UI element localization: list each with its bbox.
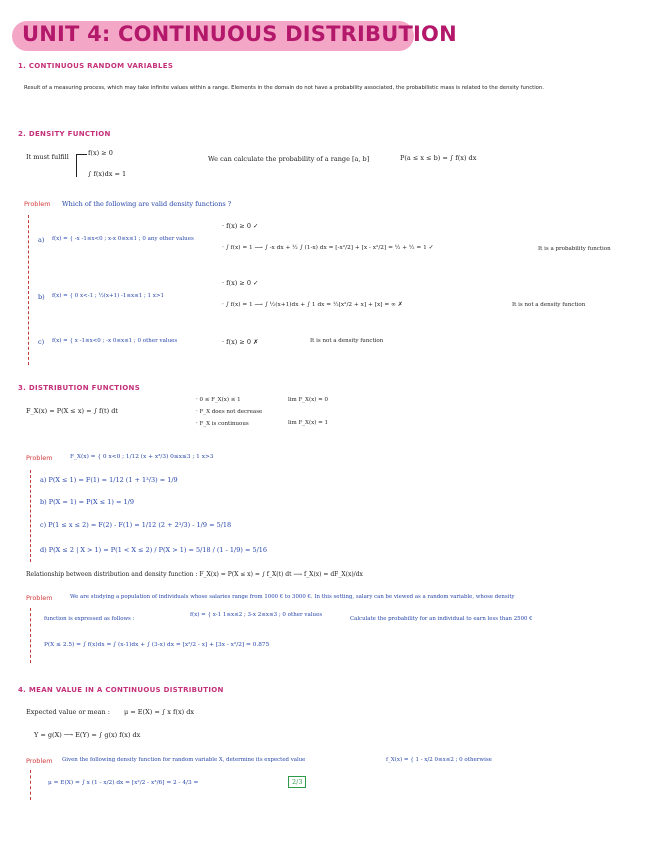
- page-title: UNIT 4: CONTINUOUS DISTRIBUTION: [22, 22, 457, 46]
- part-b: b) P(X = 1) = P(X ≤ 1) = 1/9: [40, 498, 134, 506]
- property-2: · F_X does not decrease: [196, 409, 263, 415]
- fulfill-bracket: [76, 154, 87, 177]
- problem-bracket: [28, 215, 29, 365]
- part-d: d) P(X ≤ 2 | X > 1) = P(1 < X ≤ 2) / P(X > 1) = 5/18 / (1 - 1/9) = 5/16: [40, 546, 268, 554]
- expected-value-formula: μ = E(X) = ∫ x f(x) dx: [124, 708, 195, 716]
- problem-2-function: f(x) = { x-1 1≤x≤2 ; 3-x 2≤x≤3 ; 0 other values: [190, 612, 323, 618]
- limit-2: lim F_X(x) = 1: [288, 420, 328, 426]
- part-c: c) P(1 ≤ x ≤ 2) = F(2) - F(1) = 1/12 (2 + 2³/3) - 1/9 = 5/18: [40, 521, 232, 529]
- option-b-label: b): [38, 293, 45, 301]
- problem-bracket: [30, 470, 31, 562]
- part-a: a) P(X ≤ 1) = F(1) = 1/12 (1 + 1³/3) = 1/9: [40, 476, 178, 484]
- density-condition-1: f(x) ≥ 0: [88, 149, 113, 157]
- option-a-function: f(x) = { -x -1≤x<0 ; x-x 0≤x≤1 ; 0 any other values: [52, 236, 194, 242]
- expected-value-label: Expected value or mean :: [26, 708, 110, 716]
- property-3: · F_X is continuous: [196, 421, 249, 427]
- limit-1: lim F_X(x) = 0: [288, 397, 328, 403]
- property-1: · 0 ≤ F_X(x) ≤ 1: [196, 397, 241, 403]
- option-c-function: f(x) = { x -1≤x<0 ; -x 0≤x≤1 ; 0 other values: [52, 338, 178, 344]
- problem-2-question: Calculate the probability for an individual to earn less than 2500 €: [350, 616, 533, 622]
- option-b-function: f(x) = { 0 x<-1 ; ½(x+1) -1≤x≤1 ; 1 x>1: [52, 293, 165, 299]
- density-condition-2: ∫ f(x)dx = 1: [88, 170, 127, 178]
- option-a-check-1: · f(x) ≥ 0 ✓: [222, 222, 259, 230]
- mean-calculation: μ = E(X) = ∫ x (1 - x/2) dx = [x²/2 - x³/6] = 2 - 4/3 =: [48, 780, 199, 786]
- option-b-check-1: · f(x) ≥ 0 ✓: [222, 279, 259, 287]
- relationship-formula: Relationship between distribution and density function : F_X(x) = P(X ≤ x) = ∫ f_X(t) dt ⟶ f_X(x) = dF_X(x)/dx: [26, 571, 363, 578]
- problem-bracket: [30, 608, 31, 663]
- problem-density-function: f_X(x) = { 1 - x/2 0≤x≤2 ; 0 otherwise: [386, 757, 492, 763]
- problem-2-text-2: function is expressed as follows :: [44, 616, 135, 622]
- problem-label: Problem: [24, 200, 51, 208]
- problem-label: Problem: [26, 454, 53, 462]
- answer-box: 2/3: [288, 776, 306, 788]
- option-c-result: It is not a density function: [310, 338, 384, 344]
- section-4-heading: 4. MEAN VALUE IN A CONTINUOUS DISTRIBUTION: [18, 686, 224, 694]
- problem-bracket: [30, 770, 31, 800]
- option-a-check-2: · ∫ f(x) = 1 ⟶ ∫ -x dx + ½ ∫ (1-x) dx = [-x²/2] + [x - x²/2] = ½ + ½ = 1 ✓: [222, 245, 434, 251]
- range-text: We can calculate the probability of a range [a, b]: [208, 155, 370, 163]
- section-2-heading: 2. DENSITY FUNCTION: [18, 130, 111, 138]
- section-1-heading: 1. CONTINUOUS RANDOM VARIABLES: [18, 62, 174, 70]
- option-c-check-1: · f(x) ≥ 0 ✗: [222, 338, 259, 346]
- problem-distribution: F_X(x) = { 0 x<0 ; 1/12 (x + x³/3) 0≤x≤3 ; 1 x>3: [70, 454, 214, 460]
- problem-label: Problem: [26, 757, 53, 765]
- section-3-heading: 3. DISTRIBUTION FUNCTIONS: [18, 384, 141, 392]
- option-a-label: a): [38, 236, 45, 244]
- range-formula: P(a ≤ x ≤ b) = ∫ f(x) dx: [400, 154, 477, 162]
- option-b-check-2: · ∫ f(x) = 1 ⟶ ∫ ½(x+1)dx + ∫ 1 dx = ½[x²/2 + x] + [x] = ∞ ✗: [222, 302, 403, 308]
- section-1-text: Result of a measuring process, which may take infinite values within a range. Elements in the domain do not have a probability associated, the probabilistic mass is related to the density function.: [24, 85, 544, 91]
- function-expected-value: Y = g(X) ⟶ E(Y) = ∫ g(x) f(x) dx: [34, 731, 141, 739]
- problem-label: Problem: [26, 594, 53, 602]
- option-b-result: It is not a density function: [512, 302, 586, 308]
- problem-2-calculation: P(X ≤ 2.5) = ∫ f(x)dx = ∫ (x-1)dx + ∫ (3-x) dx = [x²/2 - x] + [3x - x²/2] = 0.875: [44, 642, 270, 648]
- problem-2-text-1: We are studying a population of individuals whose salaries range from 1000 € to 3000 €. In this setting, salary can be viewed as a random variable, whose density: [70, 594, 515, 600]
- problem-text: Given the following density function for random variable X, determine its expected value: [62, 757, 306, 763]
- must-fulfill-label: It must fulfill: [26, 153, 69, 161]
- option-a-result: It is a probability function: [538, 246, 611, 252]
- problem-text: Which of the following are valid density functions ?: [62, 200, 232, 208]
- option-c-label: c): [38, 338, 45, 346]
- distribution-definition: F_X(x) = P(X ≤ x) = ∫ f(t) dt: [26, 407, 118, 415]
